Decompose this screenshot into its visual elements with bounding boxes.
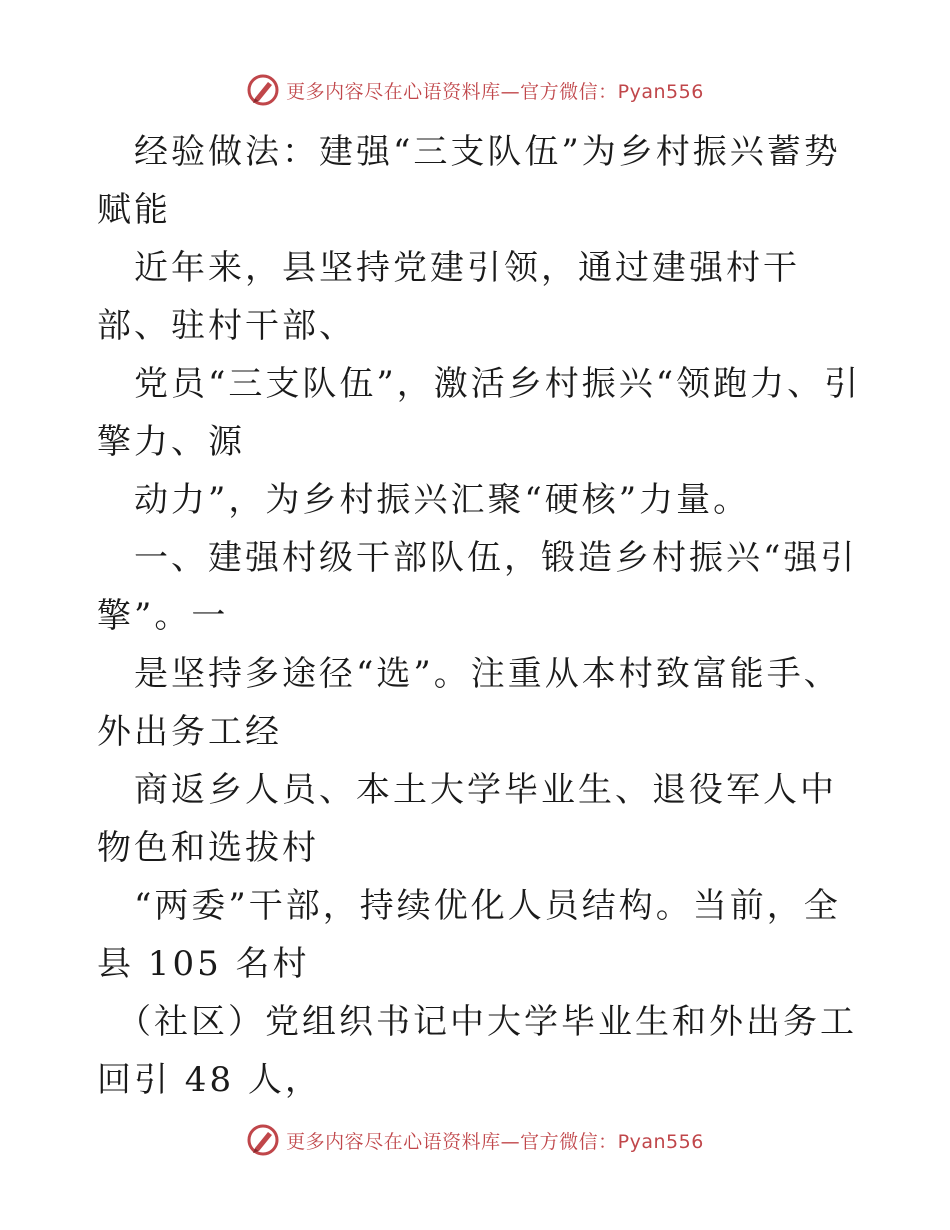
- red-pen-seal-icon: [246, 73, 280, 107]
- footer-watermark: [0, 1120, 950, 1160]
- paragraph-line: 是坚持多途径“选”。注重从本村致富能手、外出务工经: [97, 654, 841, 752]
- paragraph-line: （社区）党组织书记中大学毕业生和外出务工回引 48 人，: [97, 1002, 857, 1100]
- watermark-text: 更多内容尽在心语资料库—官方微信：Pyan556: [286, 80, 704, 103]
- watermark-group: [246, 73, 704, 107]
- paragraph-line: 商返乡人员、本土大学毕业生、退役军人中物色和选拔村: [97, 770, 837, 868]
- header-watermark: [0, 70, 950, 110]
- red-pen-seal-icon: [246, 1123, 280, 1157]
- document-body: [97, 123, 867, 1109]
- paragraph-line: 经验做法：建强“三支队伍”为乡村振兴蓄势赋能: [97, 132, 841, 230]
- paragraph-line: “两委”干部，持续优化人员结构。当前，全县 105 名村: [97, 886, 841, 984]
- paragraph-line: 一、建强村级干部队伍，锻造乡村振兴“强引擎”。一: [97, 538, 858, 636]
- paragraph-line: 党员“三支队伍”，激活乡村振兴“领跑力、引擎力、源: [97, 364, 862, 462]
- paragraph-line: 近年来，县坚持党建引领，通过建强村干部、驻村干部、: [97, 248, 800, 346]
- watermark-text: 更多内容尽在心语资料库—官方微信：Pyan556: [286, 1130, 704, 1153]
- paragraph-line: 动力”，为乡村振兴汇聚“硬核”力量。: [97, 480, 751, 520]
- watermark-group: [246, 1123, 704, 1157]
